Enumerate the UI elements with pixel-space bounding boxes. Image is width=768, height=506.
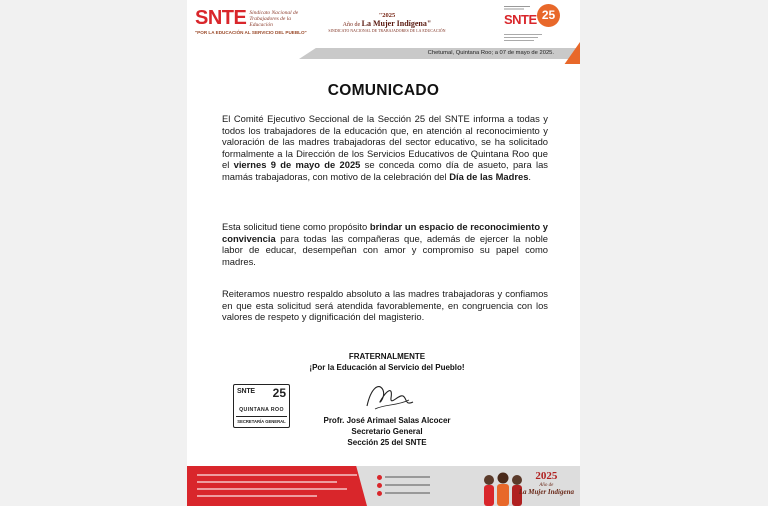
footer-contact-line [197,474,357,476]
union-name: Sindicato Nacional de Trabajadores de la Educación [249,10,299,28]
paragraph-1 [222,113,548,183]
p1-date: viernes 9 de mayo de 2025 [233,159,361,171]
signatory-role: Secretario General [351,427,423,436]
handwritten-signature [359,376,419,416]
logo-fine-print-2 [504,33,544,44]
p2-text-a: Esta solicitud tiene como propósito [222,221,370,232]
snte-logo-text: SNTE [195,7,247,29]
closing [247,352,527,373]
logo-fine-print [504,5,530,12]
footer-social-links [377,474,457,498]
footer-contact-line [197,481,337,483]
paragraph-2 [222,221,548,267]
letter-footer [187,466,580,506]
stamp-state: QUINTANA ROO [239,407,284,413]
closing-motto: ¡Por la Educación al Servicio del Pueblo! [309,362,465,372]
signatory-name: Profr. José Arimael Salas Alcocer [323,416,451,425]
header-slogan: "POR LA EDUCACIÓN AL SERVICIO DEL PUEBLO" [195,30,307,35]
p2-purpose: brindar un espacio de reconocimiento y convivencia [222,221,548,244]
social-row [377,490,457,496]
fine-print-lines-2 [504,33,544,43]
stamp-number: 25 [272,386,286,400]
snte-logo [195,8,309,28]
p1-holiday: Día de las Madres [449,170,529,182]
p1-text-a: El Comité Ejecutivo Seccional de la Sección 25 del SNTE informa a todas y todos los trabajadores de la educación que, en atención al reconocimiento y valoración de las madres trabajadoras del sector educativo, se ha solicitado formalmente a la Dirección de los Servicios Educativos de Quintana Roo que el [222,113,548,171]
social-icon [377,483,382,488]
footer-year-prefix: Año de [539,483,554,488]
letter-title: COMUNICADO [327,82,440,99]
year-line [317,20,457,29]
year-prefix: Año de [342,22,362,28]
stamp-office: SECRETARÍA GENERAL [236,416,287,424]
social-text [385,484,430,486]
footer-contact-bar [187,466,367,506]
footer-year: 2025 [535,470,558,482]
closing-salutation: FRATERNALMENTE [348,352,426,361]
year-title: La Mujer Indígena" [361,19,432,28]
p1-text-c: se conceda como día de asueto, para las mamás trabajadoras, con motivo de la celebración del [222,159,548,182]
footer-contact-line [197,488,347,490]
p2-text-c: para todas las compañeras que, además de ejercer la noble labor de educar, desempeñan con amor y compromiso su papel como madres. [222,232,548,267]
footer-year-title: La Mujer Indígena [518,488,574,496]
letter-page [187,0,580,506]
social-row [377,482,457,488]
social-row [377,474,457,480]
social-text [385,476,430,478]
place-date: Chetumal, Quintana Roo; a 07 de mayo de 2025. [427,50,554,56]
year-number: "2025 [378,12,396,19]
signatory-block [287,415,487,448]
year-heading [317,12,457,34]
section-25-logo [504,3,572,49]
fine-print-lines [504,5,530,11]
stamp-snte: SNTE [237,388,255,395]
section-logo-word: SNTE [504,12,537,27]
footer-contact-line [197,495,317,497]
paragraph-3: Reiteramos nuestro respaldo absoluto a las madres trabajadoras y confiamos en que esta solicitud será atendida favorablemente, en congruencia con los valores de respeto y dignificación del magisterio. [222,288,548,323]
signatory-section: Sección 25 del SNTE [347,438,427,447]
footer-year-mark [519,471,574,497]
social-icon [377,491,382,496]
union-caps: SINDICATO NACIONAL DE TRABAJADORES DE LA EDUCACIÓN [328,29,446,33]
social-text [385,492,430,494]
p1-text-e: . [528,170,532,182]
section-logo-number: 25 [537,4,560,27]
social-icon [377,475,382,480]
official-stamp [233,384,290,428]
